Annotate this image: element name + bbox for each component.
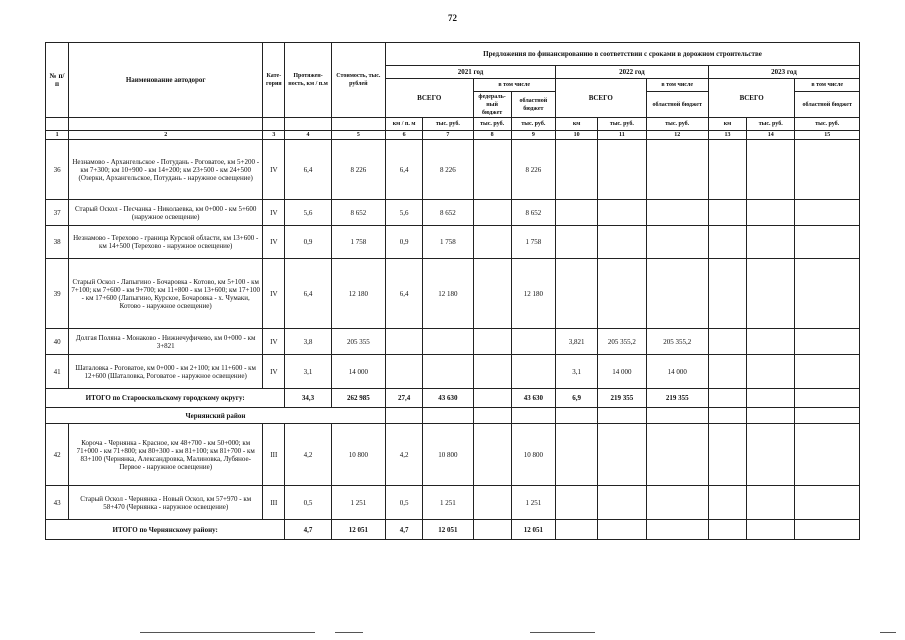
total-2021-km: 27,4 (385, 389, 422, 408)
row-num: 37 (46, 200, 69, 226)
row-2021-regional (511, 329, 555, 355)
row-cost: 205 355 (331, 329, 385, 355)
row-2022-total: 14 000 (598, 355, 646, 389)
row-2021-km: 6,4 (385, 140, 422, 200)
district-title: Чернянский район (46, 408, 386, 424)
row-2021-total: 12 180 (423, 259, 473, 329)
row-category: III (263, 424, 285, 486)
row-2021-federal (473, 140, 511, 200)
row-2022-km: 3,1 (555, 355, 597, 389)
row-2023-regional (795, 140, 860, 200)
unit-2022-regional: тыс. руб. (646, 118, 708, 131)
row-category: IV (263, 200, 285, 226)
road-financing-table (45, 42, 860, 540)
row-name: Старый Оскол - Лапыгино - Бочаровка - Котово, км 5+100 - км 7+100; км 7+600 - км 9+700; км 11+800 - км 13+600; км 17+100 - км 17+600 (Лапыгино, Курское, Бочаровка - х. Чумаки, Котово - наружное освещение) (69, 259, 263, 329)
header-2022-regional: областной бюджет (646, 92, 708, 118)
row-2021-km: 6,4 (385, 259, 422, 329)
col-number: 13 (708, 131, 746, 140)
col-number: 8 (473, 131, 511, 140)
row-2022-total (598, 140, 646, 200)
row-2021-federal (473, 424, 511, 486)
row-2022-regional: 205 355,2 (646, 329, 708, 355)
row-2022-km (555, 226, 597, 259)
row-2021-federal (473, 259, 511, 329)
unit-2021-regional: тыс. руб. (511, 118, 555, 131)
col-number: 15 (795, 131, 860, 140)
header-2023-regional: областной бюджет (795, 92, 860, 118)
row-2021-km: 0,9 (385, 226, 422, 259)
row-2022-regional (646, 259, 708, 329)
header-2022-total: ВСЕГО (555, 79, 646, 118)
table-row (46, 140, 860, 200)
row-num: 38 (46, 226, 69, 259)
row-2021-total: 10 800 (423, 424, 473, 486)
row-name: Незнамово - Терехово - граница Курской области, км 13+600 - км 14+500 (Терехово - наружное освещение) (69, 226, 263, 259)
row-2021-total (423, 329, 473, 355)
row-2023-km (708, 259, 746, 329)
col-number: 7 (423, 131, 473, 140)
col-number: 4 (285, 131, 331, 140)
total-cost: 12 051 (331, 520, 385, 540)
header-2023-including: в том числе (795, 79, 860, 92)
total-2021-regional: 43 630 (511, 389, 555, 408)
row-2021-regional: 8 226 (511, 140, 555, 200)
row-2022-total (598, 259, 646, 329)
row-num: 40 (46, 329, 69, 355)
col-number: 12 (646, 131, 708, 140)
total-length: 34,3 (285, 389, 331, 408)
table-row (46, 486, 860, 520)
header-proposals: Предложения по финансированию в соответствии с сроками в дорожном строительстве (385, 43, 859, 66)
row-2021-total: 8 226 (423, 140, 473, 200)
row-2022-regional: 14 000 (646, 355, 708, 389)
row-cost: 12 180 (331, 259, 385, 329)
header-2021-including: в том числе (473, 79, 555, 92)
row-cost: 8 226 (331, 140, 385, 200)
unit-2021-total: тыс. руб. (423, 118, 473, 131)
page-number: 72 (448, 13, 457, 23)
row-2022-km: 3,821 (555, 329, 597, 355)
header-2021-total: ВСЕГО (385, 79, 473, 118)
row-2021-regional: 1 251 (511, 486, 555, 520)
row-2023-total (747, 355, 795, 389)
row-2021-km (385, 329, 422, 355)
footer-line (140, 632, 315, 633)
col-number: 14 (747, 131, 795, 140)
footer-lines (0, 628, 905, 636)
row-length: 3,1 (285, 355, 331, 389)
row-2021-km: 0,5 (385, 486, 422, 520)
row-2023-total (747, 200, 795, 226)
footer-line (335, 632, 363, 633)
col-number: 2 (69, 131, 263, 140)
row-category: IV (263, 329, 285, 355)
row-2023-total (747, 259, 795, 329)
row-name: Старый Оскол - Песчанка - Николаевка, км 0+000 - км 5+600 (наружное освещение) (69, 200, 263, 226)
row-length: 6,4 (285, 140, 331, 200)
unit-2023-total: тыс. руб. (747, 118, 795, 131)
row-length: 0,9 (285, 226, 331, 259)
row-length: 6,4 (285, 259, 331, 329)
table-row (46, 226, 860, 259)
row-2023-regional (795, 200, 860, 226)
row-cost: 1 251 (331, 486, 385, 520)
row-2022-total: 205 355,2 (598, 329, 646, 355)
total-label: ИТОГО по Чернянскому району: (46, 520, 285, 540)
header-category: Кате-гория (263, 43, 285, 118)
row-2023-regional (795, 259, 860, 329)
row-num: 43 (46, 486, 69, 520)
row-2023-km (708, 226, 746, 259)
row-2021-total (423, 355, 473, 389)
row-2021-regional: 8 652 (511, 200, 555, 226)
col-number: 9 (511, 131, 555, 140)
header-num: № п/п (46, 43, 69, 118)
row-2021-total: 1 758 (423, 226, 473, 259)
table-row (46, 355, 860, 389)
footer-line (530, 632, 595, 633)
row-2023-total (747, 140, 795, 200)
row-category: IV (263, 259, 285, 329)
col-number: 10 (555, 131, 597, 140)
total-2021-federal (473, 520, 511, 540)
unit-2023-regional: тыс. руб. (795, 118, 860, 131)
row-2021-km: 4,2 (385, 424, 422, 486)
table-row (46, 424, 860, 486)
row-2021-federal (473, 355, 511, 389)
unit-2022-km: км (555, 118, 597, 131)
row-2022-total (598, 200, 646, 226)
header-name: Наименование автодорог (69, 43, 263, 118)
footer-line (880, 632, 896, 633)
row-2021-federal (473, 226, 511, 259)
total-2021-total: 12 051 (423, 520, 473, 540)
col-number: 11 (598, 131, 646, 140)
row-length: 4,2 (285, 424, 331, 486)
row-2022-regional (646, 226, 708, 259)
unit-2021-federal: тыс. руб. (473, 118, 511, 131)
unit-2022-total: тыс. руб. (598, 118, 646, 131)
header-length: Протяжен-ность, км / п.м (285, 43, 331, 118)
row-category: IV (263, 355, 285, 389)
row-2022-km (555, 200, 597, 226)
table-row (46, 329, 860, 355)
table-row (46, 259, 860, 329)
row-cost: 8 652 (331, 200, 385, 226)
district-row (46, 408, 860, 424)
row-cost: 14 000 (331, 355, 385, 389)
row-2023-km (708, 140, 746, 200)
col-number: 3 (263, 131, 285, 140)
row-length: 3,8 (285, 329, 331, 355)
row-2023-total (747, 329, 795, 355)
row-2023-regional (795, 329, 860, 355)
total-cost: 262 985 (331, 389, 385, 408)
row-name: Старый Оскол - Чернянка - Новый Оскол, км 57+970 - км 58+470 (Чернянка - наружное освещение) (69, 486, 263, 520)
row-2022-km (555, 140, 597, 200)
col-number: 5 (331, 131, 385, 140)
total-row-chernyanka (46, 520, 860, 540)
unit-2021-km: км / п. м (385, 118, 422, 131)
row-length: 5,6 (285, 200, 331, 226)
row-2021-total: 1 251 (423, 486, 473, 520)
header-year-2021: 2021 год (385, 66, 555, 79)
row-name: Незнамово - Архангельское - Потудань - Роговатое, км 5+200 - км 7+300; км 10+900 - км 14+200; км 23+500 - км 24+500 (Озерки, Архангельское, Потудань - наружное освещение) (69, 140, 263, 200)
total-2021-km: 4,7 (385, 520, 422, 540)
row-2023-km (708, 329, 746, 355)
row-2023-km (708, 200, 746, 226)
row-2021-federal (473, 200, 511, 226)
header-2021-regional: областной бюджет (511, 92, 555, 118)
header-year-2023: 2023 год (708, 66, 859, 79)
row-2021-regional: 12 180 (511, 259, 555, 329)
header-year-2022: 2022 год (555, 66, 708, 79)
col-number: 6 (385, 131, 422, 140)
row-num: 41 (46, 355, 69, 389)
total-label: ИТОГО по Старооскольскому городскому округу: (46, 389, 285, 408)
header-2022-including: в том числе (646, 79, 708, 92)
row-2021-km: 5,6 (385, 200, 422, 226)
row-category: IV (263, 140, 285, 200)
total-2022-regional: 219 355 (646, 389, 708, 408)
row-2021-federal (473, 486, 511, 520)
row-name: Короча - Чернянка - Красное, км 48+700 - км 50+000; км 71+000 - км 71+800; км 80+300 - км 81+100; км 81+700 - км 83+100 (Чернянка, Александровка, Малиновка, Лубяное-Первое - наружное освещение) (69, 424, 263, 486)
row-num: 39 (46, 259, 69, 329)
total-2021-federal (473, 389, 511, 408)
row-num: 36 (46, 140, 69, 200)
row-2023-regional (795, 355, 860, 389)
col-number: 1 (46, 131, 69, 140)
total-2022-total: 219 355 (598, 389, 646, 408)
header-2021-federal: федераль-ный бюджет (473, 92, 511, 118)
row-2021-federal (473, 329, 511, 355)
row-name: Долгая Поляна - Монаково - Нижнечуфичево, км 0+000 - км 3+821 (69, 329, 263, 355)
row-cost: 10 800 (331, 424, 385, 486)
row-2021-total: 8 652 (423, 200, 473, 226)
row-2021-km (385, 355, 422, 389)
header-cost: Стоимость, тыс. рублей (331, 43, 385, 118)
row-category: IV (263, 226, 285, 259)
row-2023-regional (795, 226, 860, 259)
total-row-stary-oskol (46, 389, 860, 408)
row-2022-regional (646, 200, 708, 226)
total-2021-total: 43 630 (423, 389, 473, 408)
header-2023-total: ВСЕГО (708, 79, 795, 118)
row-num: 42 (46, 424, 69, 486)
row-category: III (263, 486, 285, 520)
row-2021-regional: 1 758 (511, 226, 555, 259)
row-length: 0,5 (285, 486, 331, 520)
row-cost: 1 758 (331, 226, 385, 259)
row-2022-regional (646, 140, 708, 200)
row-2023-km (708, 355, 746, 389)
row-2022-total (598, 226, 646, 259)
row-2022-km (555, 259, 597, 329)
unit-2023-km: км (708, 118, 746, 131)
row-2021-regional: 10 800 (511, 424, 555, 486)
table-row (46, 200, 860, 226)
total-length: 4,7 (285, 520, 331, 540)
row-2021-regional (511, 355, 555, 389)
total-2022-km: 6,9 (555, 389, 597, 408)
row-name: Шаталовка - Роговатое, км 0+000 - км 2+100; км 11+600 - км 12+600 (Шаталовка, Роговатое - наружное освещение) (69, 355, 263, 389)
total-2021-regional: 12 051 (511, 520, 555, 540)
row-2023-total (747, 226, 795, 259)
